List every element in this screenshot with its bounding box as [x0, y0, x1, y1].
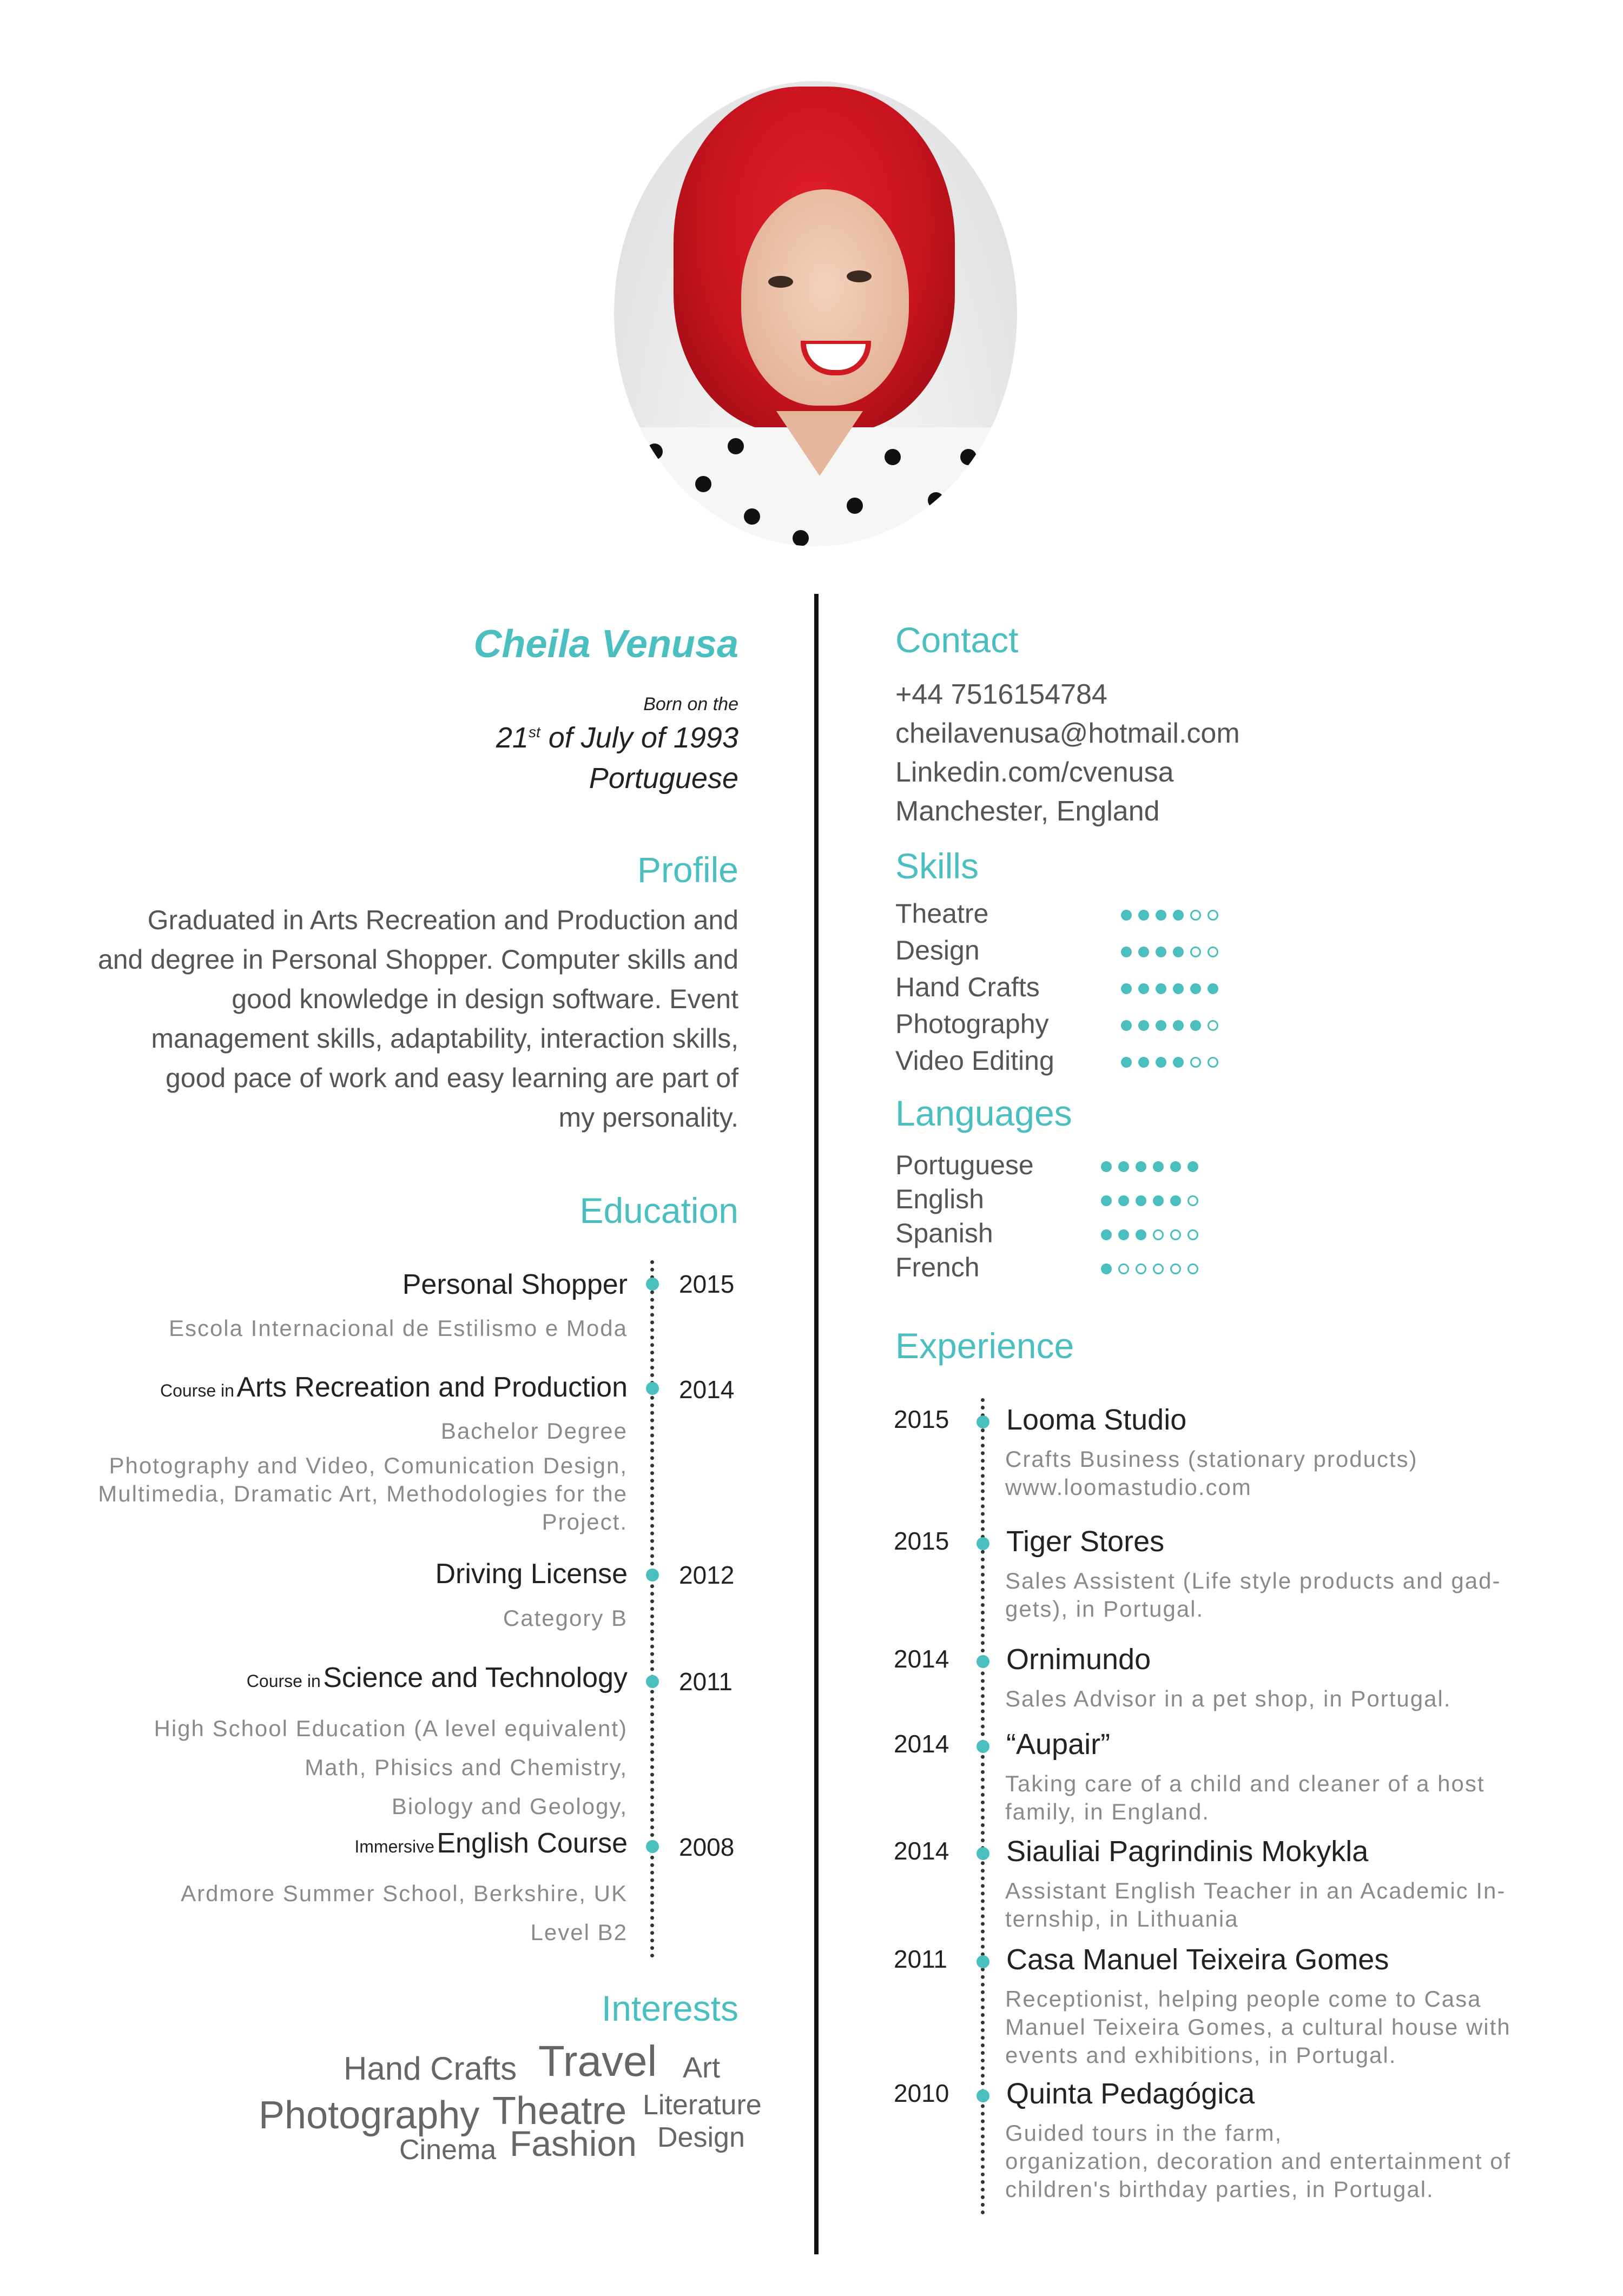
education-detail: Bachelor Degree	[440, 1418, 628, 1444]
rating-dot-filled	[1138, 983, 1149, 994]
education-timeline	[650, 1260, 654, 1958]
language-name: French	[895, 1252, 980, 1282]
experience-detail: children's birthday parties, in Portugal.	[1005, 2176, 1434, 2202]
rating-dot-filled	[1138, 910, 1149, 921]
timeline-dot	[977, 1537, 989, 1550]
rating-dot-filled	[1101, 1161, 1112, 1172]
experience-detail: Taking care of a child and cleaner of a host	[1005, 1771, 1485, 1796]
rating-dot-empty	[1187, 1263, 1198, 1274]
skill-name: Video Editing	[895, 1046, 1054, 1076]
language-rating	[1101, 1161, 1198, 1172]
timeline-dot	[646, 1840, 659, 1853]
rating-dot-filled	[1138, 1020, 1149, 1031]
rating-dot-empty	[1187, 1229, 1198, 1240]
rating-dot-empty	[1190, 1057, 1201, 1068]
rating-dot-filled	[1173, 947, 1184, 957]
experience-detail: ternship, in Lithuania	[1005, 1906, 1239, 1931]
rating-dot-empty	[1190, 910, 1201, 921]
profile-heading: Profile	[637, 850, 738, 890]
profile-line: good pace of work and easy learning are part of	[165, 1063, 738, 1093]
education-title: Science and Technology	[323, 1662, 628, 1693]
experience-detail: www.loomastudio.com	[1005, 1474, 1252, 1500]
education-year: 2015	[679, 1270, 735, 1298]
timeline-dot	[977, 1655, 989, 1668]
experience-heading: Experience	[895, 1326, 1074, 1366]
education-detail: Escola Internacional de Estilismo e Moda	[168, 1315, 628, 1341]
experience-details	[1005, 1685, 1552, 1713]
language-name: Portuguese	[895, 1150, 1034, 1180]
interest-word: Design	[657, 2122, 745, 2153]
profile-line: and degree in Personal Shopper. Computer skills and	[97, 944, 738, 975]
rating-dot-filled	[1190, 1020, 1201, 1031]
birth-day: 21	[496, 722, 529, 754]
skill-rating	[1121, 910, 1218, 921]
education-detail: Category B	[503, 1605, 628, 1631]
interest-word: Literature	[643, 2089, 762, 2121]
experience-year: 2014	[894, 1730, 949, 1758]
rating-dot-filled	[1136, 1229, 1146, 1240]
contact-heading: Contact	[895, 620, 1019, 660]
skill-name: Photography	[895, 1009, 1049, 1039]
education-detail: Math, Phisics and Chemistry,	[305, 1755, 628, 1780]
experience-details	[1005, 1985, 1552, 2069]
interest-word: Theatre	[492, 2089, 627, 2133]
rating-dot-empty	[1170, 1263, 1181, 1274]
education-detail: Project.	[542, 1509, 628, 1534]
experience-title: “Aupair”	[1006, 1728, 1111, 1761]
experience-year: 2015	[894, 1527, 949, 1555]
experience-year: 2010	[894, 2079, 949, 2107]
rating-dot-filled	[1118, 1161, 1129, 1172]
interest-word: Art	[683, 2052, 721, 2084]
rating-dot-filled	[1121, 910, 1132, 921]
experience-details	[1005, 1770, 1552, 1826]
rating-dot-filled	[1170, 1195, 1181, 1206]
interest-word: Photography	[259, 2094, 480, 2137]
education-detail: Level B2	[530, 1920, 628, 1945]
rating-dot-filled	[1121, 1057, 1132, 1068]
experience-details	[1005, 1567, 1552, 1623]
experience-detail: gets), in Portugal.	[1005, 1596, 1204, 1622]
education-title: Personal Shopper	[402, 1269, 628, 1300]
timeline-dot	[977, 2089, 989, 2102]
language-rating	[1101, 1195, 1198, 1206]
center-divider	[814, 594, 819, 2254]
language-rating	[1101, 1263, 1198, 1274]
education-detail: Photography and Video, Comunication Design,	[109, 1453, 628, 1478]
profile-line: management skills, adaptability, interaction skills,	[151, 1023, 738, 1054]
contact-phone[interactable]: +44 7516154784	[895, 679, 1107, 710]
experience-title: Tiger Stores	[1006, 1525, 1165, 1558]
rating-dot-filled	[1121, 1020, 1132, 1031]
rating-dot-filled	[1173, 1020, 1184, 1031]
right-eye	[847, 270, 872, 282]
experience-year: 2014	[894, 1645, 949, 1673]
profile-text	[98, 901, 738, 1137]
education-prefix: Course in	[246, 1671, 321, 1691]
rating-dot-filled	[1101, 1195, 1112, 1206]
rating-dot-filled	[1136, 1161, 1146, 1172]
timeline-dot	[646, 1278, 659, 1291]
experience-detail: Manuel Teixeira Gomes, a cultural house with	[1005, 2014, 1511, 2040]
contact-email[interactable]: cheilavenusa@hotmail.com	[895, 718, 1240, 749]
rating-dot-filled	[1138, 947, 1149, 957]
experience-title: Siauliai Pagrindinis Mokykla	[1006, 1835, 1369, 1868]
education-prefix: Course in	[160, 1381, 234, 1400]
rating-dot-filled	[1121, 947, 1132, 957]
skill-rating	[1121, 983, 1218, 994]
language-rating	[1101, 1229, 1198, 1240]
experience-detail: events and exhibitions, in Portugal.	[1005, 2042, 1397, 2068]
experience-title: Looma Studio	[1006, 1404, 1187, 1436]
experience-title: Casa Manuel Teixeira Gomes	[1006, 1943, 1389, 1976]
education-title-row	[247, 1662, 628, 1694]
timeline-dot	[646, 1569, 659, 1582]
skill-rating	[1121, 947, 1218, 957]
profile-photo	[614, 81, 1017, 546]
rating-dot-filled	[1190, 983, 1201, 994]
experience-details	[1005, 1877, 1552, 1933]
languages-heading: Languages	[895, 1093, 1072, 1133]
birth-date	[496, 721, 738, 755]
profile-line: my personality.	[558, 1102, 738, 1133]
interest-word: Hand Crafts	[344, 2050, 517, 2087]
rating-dot-empty	[1187, 1195, 1198, 1206]
rating-dot-empty	[1136, 1263, 1146, 1274]
rating-dot-filled	[1208, 983, 1218, 994]
skill-rating	[1121, 1020, 1218, 1031]
experience-detail: Crafts Business (stationary products)	[1005, 1446, 1418, 1472]
contact-location: Manchester, England	[895, 796, 1160, 827]
timeline-dot	[646, 1675, 659, 1688]
experience-title: Ornimundo	[1006, 1643, 1151, 1676]
nationality: Portuguese	[589, 762, 738, 795]
rating-dot-filled	[1101, 1263, 1112, 1274]
experience-details	[1005, 2119, 1552, 2204]
rating-dot-filled	[1156, 947, 1166, 957]
experience-detail: Assistant English Teacher in an Academic In-	[1005, 1878, 1506, 1903]
education-title: Driving License	[435, 1558, 628, 1590]
education-detail: Multimedia, Dramatic Art, Methodologies for the	[98, 1481, 628, 1506]
born-label: Born on the	[643, 694, 738, 714]
education-year: 2011	[679, 1668, 733, 1696]
rating-dot-empty	[1153, 1229, 1164, 1240]
timeline-dot	[977, 1847, 989, 1860]
timeline-dot	[977, 1955, 989, 1968]
timeline-dot	[646, 1382, 659, 1395]
rating-dot-filled	[1173, 910, 1184, 921]
education-heading: Education	[579, 1190, 738, 1230]
rating-dot-filled	[1173, 1057, 1184, 1068]
rating-dot-filled	[1136, 1195, 1146, 1206]
experience-title: Quinta Pedagógica	[1006, 2077, 1255, 2110]
education-title: Arts Recreation and Production	[236, 1372, 628, 1403]
education-title-row	[160, 1371, 628, 1404]
education-details	[154, 1709, 628, 1826]
rating-dot-empty	[1153, 1263, 1164, 1274]
education-year: 2014	[679, 1375, 735, 1404]
experience-year: 2015	[894, 1405, 949, 1433]
rating-dot-filled	[1118, 1229, 1129, 1240]
rating-dot-filled	[1156, 1020, 1166, 1031]
skill-rating	[1121, 1057, 1218, 1068]
education-detail: High School Education (A level equivalent)	[154, 1716, 628, 1741]
contact-list	[895, 675, 1240, 831]
contact-linkedin[interactable]: Linkedin.com/cvenusa	[895, 757, 1174, 788]
rating-dot-filled	[1153, 1161, 1164, 1172]
rating-dot-filled	[1156, 910, 1166, 921]
rating-dot-filled	[1118, 1195, 1129, 1206]
experience-detail: organization, decoration and entertainment of	[1005, 2148, 1512, 2174]
education-year: 2008	[679, 1833, 735, 1861]
skill-name: Design	[895, 935, 980, 965]
education-prefix: Immersive	[354, 1837, 434, 1856]
interests-heading: Interests	[601, 1988, 738, 2028]
education-title: English Course	[437, 1828, 628, 1859]
education-detail: Biology and Geology,	[391, 1794, 628, 1819]
profile-line: Graduated in Arts Recreation and Production and	[147, 905, 738, 935]
language-name: English	[895, 1184, 984, 1214]
birth-day-suffix: st	[528, 724, 540, 740]
timeline-dot	[977, 1740, 989, 1753]
rating-dot-filled	[1156, 1057, 1166, 1068]
experience-detail: Receptionist, helping people come to Casa	[1005, 1986, 1482, 2012]
person-name: Cheila Venusa	[473, 623, 738, 666]
rating-dot-empty	[1170, 1229, 1181, 1240]
rating-dot-empty	[1190, 947, 1201, 957]
rating-dot-filled	[1138, 1057, 1149, 1068]
rating-dot-filled	[1187, 1161, 1198, 1172]
skill-name: Theatre	[895, 898, 989, 929]
experience-detail: Guided tours in the farm,	[1005, 2120, 1283, 2146]
rating-dot-empty	[1208, 1057, 1218, 1068]
experience-detail: Sales Advisor in a pet shop, in Portugal.	[1005, 1686, 1452, 1711]
interest-word: Fashion	[510, 2123, 637, 2163]
rating-dot-filled	[1170, 1161, 1181, 1172]
education-details	[98, 1417, 628, 1536]
rating-dot-empty	[1208, 1020, 1218, 1031]
rating-dot-empty	[1208, 947, 1218, 957]
experience-year: 2014	[894, 1837, 949, 1865]
birth-rest: of July of 1993	[548, 722, 738, 754]
experience-details	[1005, 1445, 1552, 1501]
experience-year: 2011	[894, 1945, 947, 1973]
interest-word: Cinema	[399, 2134, 497, 2166]
skills-heading: Skills	[895, 846, 979, 886]
rating-dot-empty	[1118, 1263, 1129, 1274]
experience-detail: Sales Assistent (Life style products and gad-	[1005, 1568, 1501, 1593]
education-year: 2012	[679, 1561, 735, 1589]
skill-name: Hand Crafts	[895, 972, 1040, 1002]
rating-dot-filled	[1173, 983, 1184, 994]
education-details	[181, 1874, 628, 1952]
rating-dot-filled	[1101, 1229, 1112, 1240]
education-detail: Ardmore Summer School, Berkshire, UK	[181, 1881, 628, 1906]
left-eye	[768, 276, 793, 288]
rating-dot-empty	[1208, 910, 1218, 921]
timeline-dot	[977, 1415, 989, 1428]
interest-word: Travel	[538, 2037, 657, 2085]
rating-dot-filled	[1153, 1195, 1164, 1206]
rating-dot-filled	[1121, 983, 1132, 994]
education-title-row	[354, 1827, 628, 1860]
rating-dot-filled	[1156, 983, 1166, 994]
language-name: Spanish	[895, 1218, 993, 1248]
experience-detail: family, in England.	[1005, 1799, 1210, 1824]
profile-line: good knowledge in design software. Event	[232, 984, 738, 1014]
